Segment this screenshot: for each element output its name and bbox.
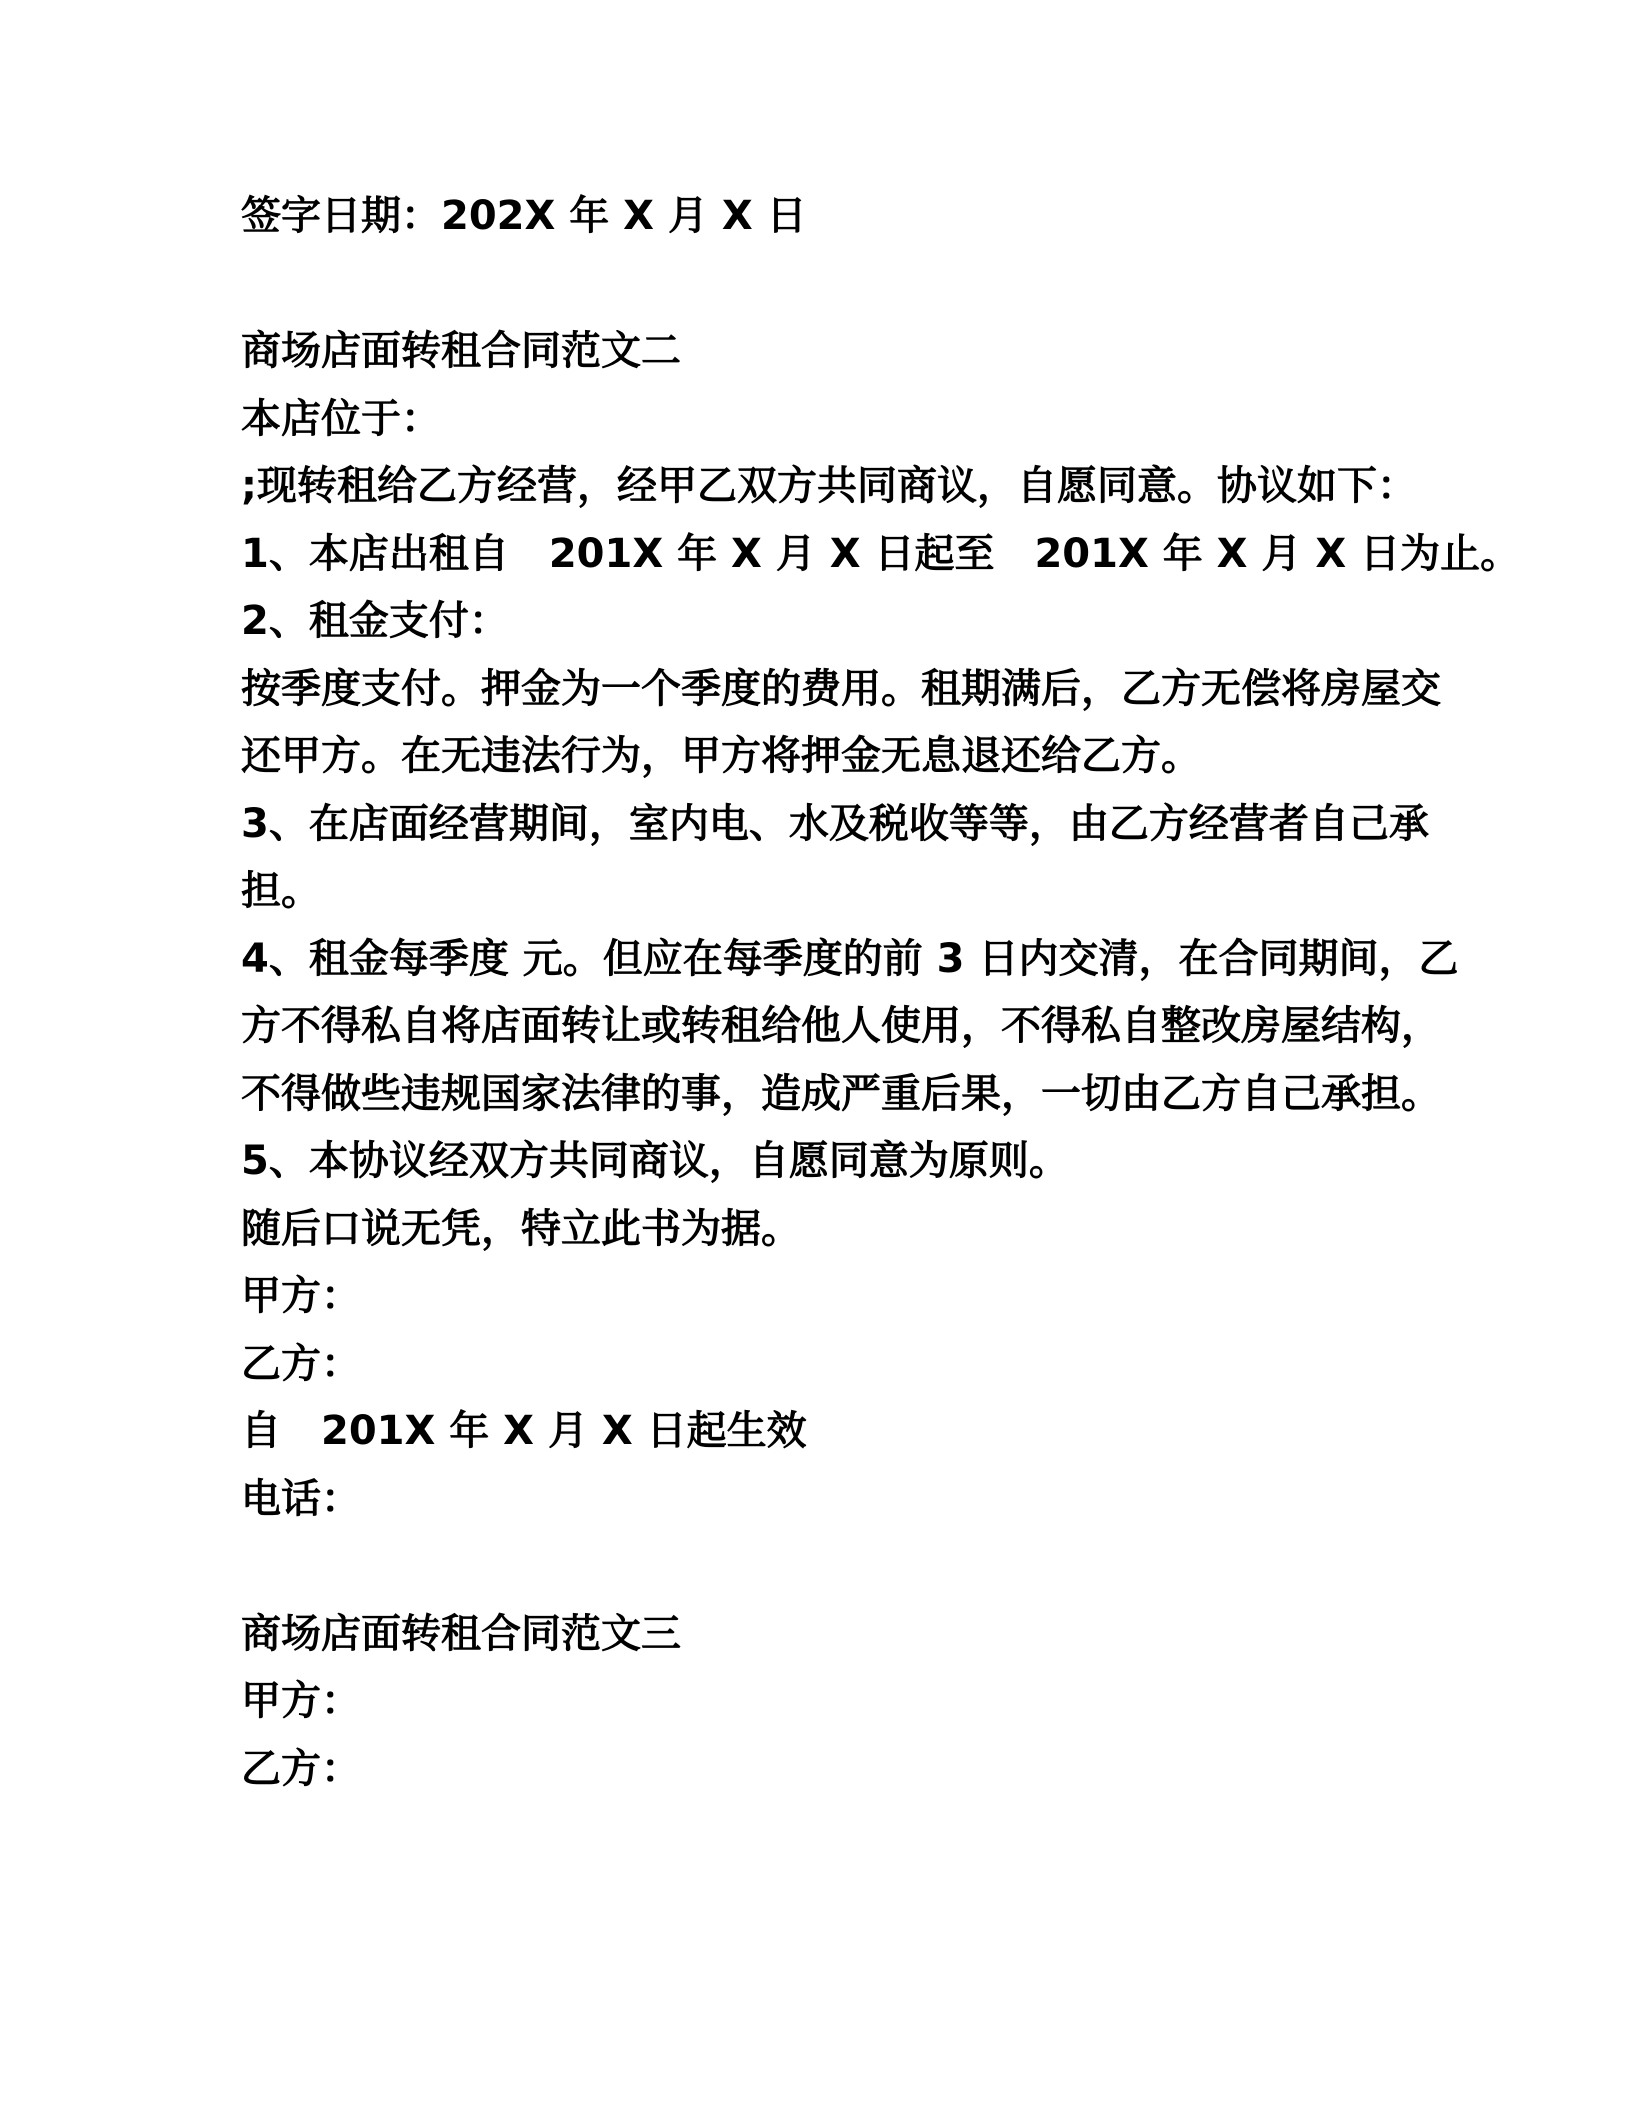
text-line: 不得做些违规国家法律的事，造成严重后果，一切由乙方自己承担。 [241,1070,1441,1117]
text-line: 1、本店出租自 201X 年 X 月 X 日起至 201X 年 X 月 X 日为止。 [241,530,1521,577]
text-line: 甲方： [241,1678,361,1724]
text-line: 乙方： [241,1745,361,1792]
text-line: ;现转租给乙方经营，经甲乙双方共同商议，自愿同意。协议如下： [241,463,1417,509]
text-line: 2、租金支付： [241,598,509,644]
document-body [241,183,1521,1803]
text-line: 甲方： [241,1273,361,1319]
text-line: 按季度支付。押金为一个季度的费用。租期满后，乙方无偿将房屋交 [241,665,1441,712]
text-line: 随后口说无凭，特立此书为据。 [241,1205,801,1252]
text-line: 自 201X 年 X 月 X 日起生效 [241,1408,807,1454]
text-line: 5、本协议经双方共同商议，自愿同意为原则。 [241,1138,1069,1184]
text-line: 电话： [241,1475,361,1522]
text-line [241,251,1441,319]
text-line: 还甲方。在无违法行为，甲方将押金无息退还给乙方。 [241,733,1201,779]
text-line [241,1533,1441,1601]
text-line: 担。 [241,868,321,914]
text-line: 乙方： [241,1340,361,1387]
text-line: 4、租金每季度 元。但应在每季度的前 3 日内交清，在合同期间，乙 [241,935,1459,982]
text-line: 商场店面转租合同范文二 [241,328,681,374]
text-line: 签字日期：202X 年 X 月 X 日 [241,193,807,239]
text-line: 本店位于： [241,395,441,442]
text-line: 方不得私自将店面转让或转租给他人使用，不得私自整改房屋结构， [241,1003,1441,1049]
text-line: 3、在店面经营期间，室内电、水及税收等等，由乙方经营者自己承 [241,800,1429,847]
text-line: 商场店面转租合同范文三 [241,1610,681,1657]
